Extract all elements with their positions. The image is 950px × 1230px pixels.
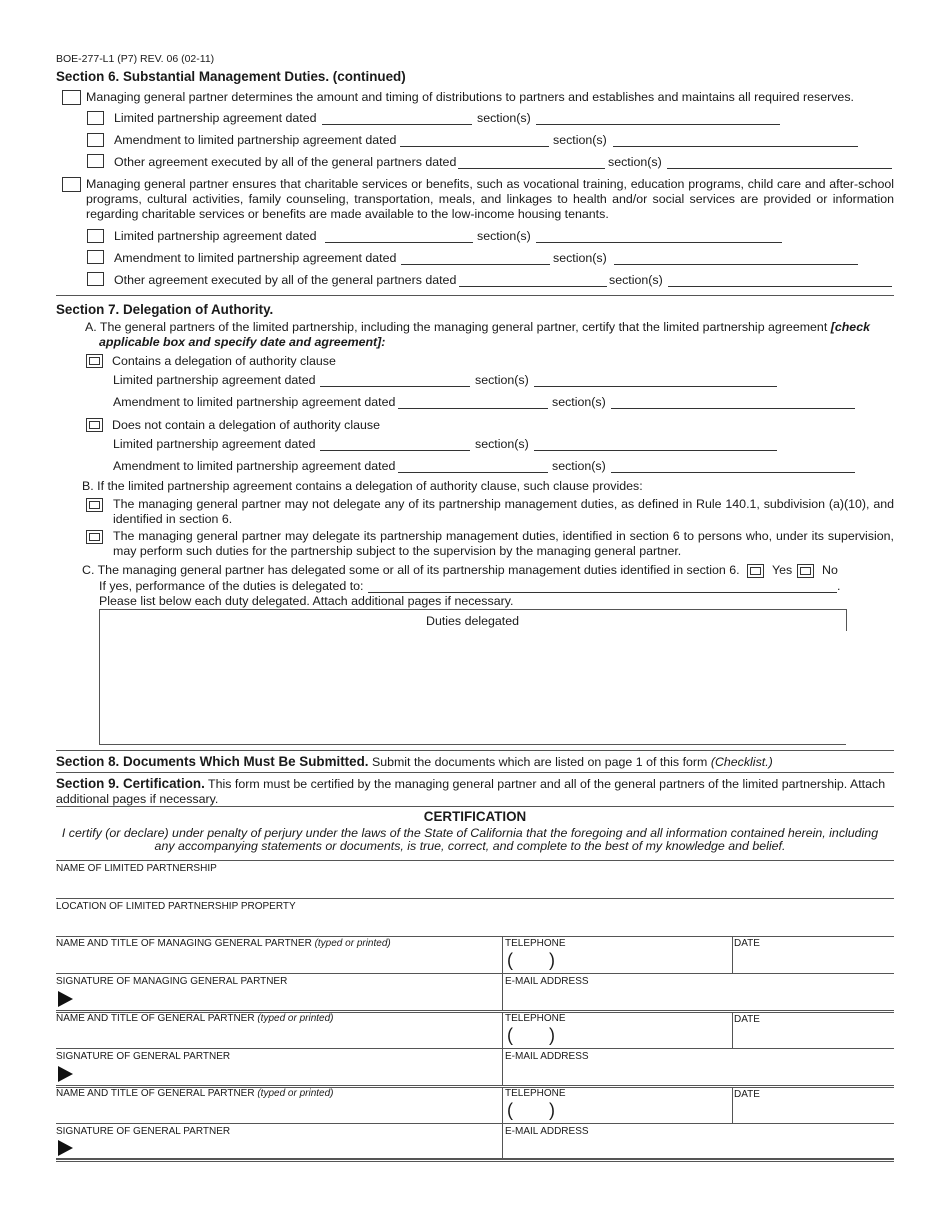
- divider: [56, 898, 894, 899]
- item1-lpa-section-label: section(s): [477, 111, 531, 125]
- name-lp-label: NAME OF LIMITED PARTNERSHIP: [56, 863, 217, 874]
- item2-amend-section-label: section(s): [553, 251, 607, 265]
- item1-amend-checkbox[interactable]: [87, 133, 104, 147]
- not-contains-clause-label: Does not contain a delegation of authority clause: [112, 418, 380, 432]
- not-contains-amend-label: Amendment to limited partnership agreement dated: [113, 459, 396, 473]
- item2-other-label: Other agreement executed by all of the general partners dated: [114, 273, 457, 287]
- item2-amend-date-field[interactable]: [401, 264, 550, 265]
- item2-other-checkbox[interactable]: [87, 272, 104, 286]
- gp-name-title-label-1: [56, 1013, 334, 1024]
- duties-box-right: [846, 609, 847, 631]
- certification-line2: any accompanying statements or documents, is true, correct, and complete to the best of my knowledge and belief.: [154, 839, 786, 853]
- divider: [56, 1010, 894, 1011]
- section6-title: Section 6. Substantial Management Duties. (continued): [56, 69, 406, 84]
- section9-para: [56, 776, 894, 807]
- if-yes-label: If yes, performance of the duties is delegated to:: [99, 579, 364, 593]
- delegated-to-period: .: [837, 579, 841, 593]
- b-option2-checkbox[interactable]: [86, 530, 103, 544]
- item2-other-section-label: section(s): [609, 273, 663, 287]
- duties-box-bottom: [99, 744, 846, 745]
- typed-note: (typed or printed): [257, 1088, 334, 1099]
- contains-clause-checkbox[interactable]: [86, 354, 103, 368]
- column-divider: [732, 1087, 733, 1123]
- item1-other-section-label: section(s): [608, 155, 662, 169]
- date-label-1: DATE: [734, 938, 760, 949]
- section8-text: Submit the documents which are listed on page 1 of this form: [371, 755, 708, 769]
- section8-title: Section 8. Documents Which Must Be Submitted.: [56, 754, 369, 769]
- typed-note: (typed or printed): [257, 1013, 334, 1024]
- area-code-open-1: (: [507, 950, 513, 970]
- contains-lpa-label: Limited partnership agreement dated: [113, 373, 316, 387]
- divider: [56, 1158, 894, 1160]
- gp-signature-field-1[interactable]: [78, 1063, 498, 1083]
- area-code-close-1: ): [549, 950, 555, 970]
- item1-lpa-date-field[interactable]: [322, 124, 472, 125]
- location-field[interactable]: [56, 914, 894, 936]
- item1-lpa-label: Limited partnership agreement dated: [114, 111, 317, 125]
- divider: [56, 750, 894, 751]
- section8-line: [56, 754, 773, 769]
- item2-lpa-label: Limited partnership agreement dated: [114, 229, 317, 243]
- not-contains-clause-checkbox[interactable]: [86, 418, 103, 432]
- email-label-3: E-MAIL ADDRESS: [505, 1126, 589, 1137]
- item1-text: Managing general partner determines the amount and timing of distributions to partners and establishes and maintains all required reserves.: [86, 90, 854, 104]
- divider: [56, 860, 894, 861]
- item2-lpa-section-label: section(s): [477, 229, 531, 243]
- area-code-open-3: (: [507, 1100, 513, 1120]
- section7-a-italic2: applicable box and specify date and agreement]:: [99, 335, 386, 349]
- contains-amend-section-field[interactable]: [611, 408, 855, 409]
- item1-amend-section-field[interactable]: [613, 146, 858, 147]
- divider: [56, 1161, 894, 1162]
- b-option1-checkbox[interactable]: [86, 498, 103, 512]
- gp-signature-field-2[interactable]: [78, 1138, 498, 1158]
- list-note: Please list below each duty delegated. Attach additional pages if necessary.: [99, 594, 514, 608]
- column-divider: [502, 1087, 503, 1158]
- item2-amend-label: Amendment to limited partnership agreement dated: [114, 251, 397, 265]
- date-label-2: DATE: [734, 1014, 760, 1025]
- contains-lpa-section-field[interactable]: [534, 386, 777, 387]
- not-contains-lpa-date-field[interactable]: [320, 450, 470, 451]
- divider: [56, 806, 894, 807]
- contains-amend-label: Amendment to limited partnership agreement dated: [113, 395, 396, 409]
- section7-a-text: [85, 320, 895, 335]
- mgp-name-title-label: [56, 938, 391, 949]
- section7-title: Section 7. Delegation of Authority.: [56, 302, 274, 317]
- no-label: No: [822, 563, 838, 577]
- item2-lpa-date-field[interactable]: [325, 242, 473, 243]
- area-code-close-3: ): [549, 1100, 555, 1120]
- item1-lpa-section-field[interactable]: [536, 124, 780, 125]
- typed-note: (typed or printed): [314, 938, 391, 949]
- mgp-name-title-text: NAME AND TITLE OF MANAGING GENERAL PARTNER: [56, 938, 312, 949]
- duties-box-left: [99, 609, 100, 745]
- not-contains-amend-date-field[interactable]: [398, 472, 548, 473]
- b-option1-text: The managing general partner may not delegate any of its partnership management duties, as defined in Rule 140.1, subdivision (a)(10), and identified in section 6.: [113, 497, 894, 526]
- divider: [56, 973, 894, 974]
- divider: [56, 1048, 894, 1049]
- column-divider: [732, 1012, 733, 1048]
- section9-text: This form must be certified by the managing general partner and all of the general partners of the limited partnership. Attach additional pages if necessary.: [56, 777, 886, 806]
- location-label: LOCATION OF LIMITED PARTNERSHIP PROPERTY: [56, 901, 296, 912]
- no-checkbox[interactable]: [797, 564, 814, 578]
- divider: [56, 295, 894, 296]
- sign-here-arrow-icon: [58, 1140, 73, 1156]
- not-contains-lpa-section-field[interactable]: [534, 450, 777, 451]
- divider: [56, 1085, 894, 1086]
- divider: [56, 936, 894, 937]
- duties-box-top: [99, 609, 846, 610]
- gp-signature-label-2: SIGNATURE OF GENERAL PARTNER: [56, 1126, 231, 1137]
- divider: [56, 772, 894, 773]
- certification-heading: CERTIFICATION: [423, 809, 527, 824]
- sign-here-arrow-icon: [58, 991, 73, 1007]
- telephone-label-1: TELEPHONE: [505, 938, 566, 949]
- column-divider: [502, 1012, 503, 1085]
- contains-clause-label: Contains a delegation of authority clause: [112, 354, 336, 368]
- yes-label: Yes: [772, 563, 793, 577]
- area-code-open-2: (: [507, 1025, 513, 1045]
- divider: [56, 1123, 894, 1124]
- name-lp-field[interactable]: [56, 876, 894, 898]
- item2-text: Managing general partner ensures that charitable services or benefits, such as vocational training, education programs, child care and after-school programs, cultural activities, family counseling, transportation, meals, and linkages to health and/or social services are provided or information regarding charitable services or benefits are made available to the low-income housing tenants.: [86, 177, 894, 221]
- section7-b-text: B. If the limited partnership agreement contains a delegation of authority clause, such clause provides:: [82, 479, 643, 493]
- column-divider: [502, 936, 503, 1010]
- item1-amend-section-label: section(s): [553, 133, 607, 147]
- section7-c-text: C. The managing general partner has delegated some or all of its partnership management duties identified in section 6.: [82, 563, 740, 577]
- item2-checkbox[interactable]: [62, 177, 81, 192]
- email-label-2: E-MAIL ADDRESS: [505, 1051, 589, 1062]
- telephone-label-2: TELEPHONE: [505, 1013, 566, 1024]
- area-code-close-2: ): [549, 1025, 555, 1045]
- email-label-1: E-MAIL ADDRESS: [505, 976, 589, 987]
- item1-amend-date-field[interactable]: [400, 146, 549, 147]
- item1-amend-label: Amendment to limited partnership agreement dated: [114, 133, 397, 147]
- item2-lpa-section-field[interactable]: [536, 242, 782, 243]
- column-divider: [732, 936, 733, 973]
- b-option2-text: The managing general partner may delegate its partnership management duties, identified in section 6 to persons who, under its supervision, may perform such duties for the partnership subject to the supervision by the managing general partner.: [113, 529, 894, 558]
- contains-lpa-section-label: section(s): [475, 373, 529, 387]
- item2-amend-checkbox[interactable]: [87, 250, 104, 264]
- item1-other-label: Other agreement executed by all of the general partners dated: [114, 155, 457, 169]
- item1-other-checkbox[interactable]: [87, 154, 104, 168]
- gp-signature-label-1: SIGNATURE OF GENERAL PARTNER: [56, 1051, 231, 1062]
- contains-lpa-date-field[interactable]: [320, 386, 470, 387]
- contains-amend-date-field[interactable]: [398, 408, 548, 409]
- item2-other-date-field[interactable]: [459, 286, 607, 287]
- mgp-signature-label: SIGNATURE OF MANAGING GENERAL PARTNER: [56, 976, 288, 987]
- date-label-3: DATE: [734, 1089, 760, 1100]
- yes-checkbox[interactable]: [747, 564, 764, 578]
- not-contains-amend-section-label: section(s): [552, 459, 606, 473]
- item2-amend-section-field[interactable]: [614, 264, 858, 265]
- section9-title: Section 9. Certification.: [56, 776, 205, 791]
- section8-italic: (Checklist.): [710, 755, 773, 769]
- item1-checkbox[interactable]: [62, 90, 81, 105]
- certification-line1: I certify (or declare) under penalty of perjury under the laws of the State of California that the foregoing and all information contained herein, including: [61, 826, 879, 840]
- duties-header: Duties delegated: [426, 614, 519, 628]
- section7-a-main: A. The general partners of the limited partnership, including the managing general partner, certify that the limited partnership agreement: [85, 320, 828, 334]
- delegated-to-field[interactable]: [368, 592, 837, 593]
- mgp-signature-field[interactable]: [78, 988, 498, 1008]
- duties-textarea[interactable]: [101, 632, 844, 742]
- item2-lpa-checkbox[interactable]: [87, 229, 104, 243]
- sign-here-arrow-icon: [58, 1066, 73, 1082]
- item2-other-section-field[interactable]: [668, 286, 892, 287]
- item1-other-date-field[interactable]: [458, 168, 605, 169]
- not-contains-lpa-section-label: section(s): [475, 437, 529, 451]
- gp-name-title-text: NAME AND TITLE OF GENERAL PARTNER: [56, 1088, 255, 1099]
- gp-name-title-text: NAME AND TITLE OF GENERAL PARTNER: [56, 1013, 255, 1024]
- telephone-label-3: TELEPHONE: [505, 1088, 566, 1099]
- item1-lpa-checkbox[interactable]: [87, 111, 104, 125]
- not-contains-amend-section-field[interactable]: [611, 472, 855, 473]
- item1-other-section-field[interactable]: [667, 168, 892, 169]
- contains-amend-section-label: section(s): [552, 395, 606, 409]
- section7-a-italic1: [check: [830, 320, 870, 334]
- form-id: BOE-277-L1 (P7) REV. 06 (02-11): [56, 53, 215, 65]
- not-contains-lpa-label: Limited partnership agreement dated: [113, 437, 316, 451]
- gp-name-title-label-2: [56, 1088, 334, 1099]
